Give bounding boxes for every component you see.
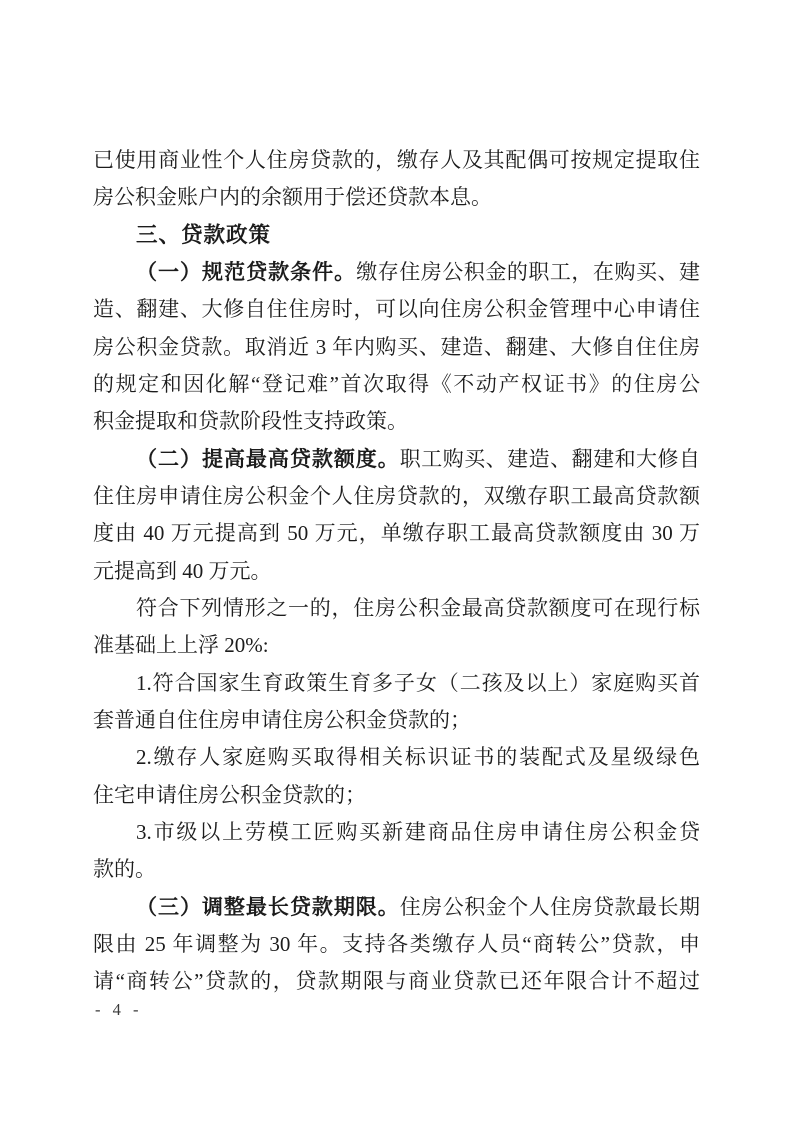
text-run: 请“商转公”贷款的，贷款期限与商业贷款已还年限合计不超过 xyxy=(93,969,700,994)
text-line xyxy=(93,329,700,366)
text-run: 款的。 xyxy=(93,857,156,882)
text-line xyxy=(93,963,700,1000)
text-run: 的规定和因化解“登记难”首次取得《不动产权证书》的住房公 xyxy=(93,371,700,396)
text-line xyxy=(93,179,700,216)
text-line xyxy=(93,403,700,440)
section-heading xyxy=(93,217,700,254)
text-line xyxy=(93,142,700,179)
text-run: 职工购买、建造、翻建和大修自 xyxy=(399,446,701,471)
text-run: 住宅申请住房公积金贷款的； xyxy=(93,782,366,807)
text-run: 准基础上上浮 20%: xyxy=(93,633,269,658)
text-line xyxy=(93,254,700,291)
text-run: 住房公积金个人住房贷款最长期 xyxy=(399,894,701,919)
text-line xyxy=(93,851,700,888)
text-line xyxy=(93,478,700,515)
text-line xyxy=(93,515,700,552)
text-line xyxy=(93,441,700,478)
text-line xyxy=(93,739,700,776)
text-run: 缴存住房公积金的职工，在购买、建 xyxy=(356,259,701,284)
text-run: 套普通自住住房申请住房公积金贷款的； xyxy=(93,707,471,732)
bold-run: 三、贷款政策 xyxy=(136,222,272,247)
text-line xyxy=(93,665,700,702)
bold-run: （一）规范贷款条件。 xyxy=(136,259,357,284)
text-run: 1.符合国家生育政策生育多子女（二孩及以上）家庭购买首 xyxy=(136,670,700,695)
text-run: 房公积金贷款。取消近 3 年内购买、建造、翻建、大修自住住房 xyxy=(93,334,700,359)
text-line xyxy=(93,366,700,403)
text-run: 限由 25 年调整为 30 年。支持各类缴存人员“商转公”贷款，申 xyxy=(93,931,700,956)
text-run: 符合下列情形之一的，住房公积金最高贷款额度可在现行标 xyxy=(136,595,700,620)
text-line xyxy=(93,814,700,851)
text-line xyxy=(93,553,700,590)
document-body xyxy=(93,142,700,1001)
text-line xyxy=(93,627,700,664)
text-line xyxy=(93,889,700,926)
text-run: 2.缴存人家庭购买取得相关标识证书的装配式及星级绿色 xyxy=(136,745,700,770)
text-line xyxy=(93,291,700,328)
text-run: 房公积金账户内的余额用于偿还贷款本息。 xyxy=(93,185,492,210)
page-number: - 4 - xyxy=(95,1000,143,1019)
bold-run: （三）调整最长贷款期限。 xyxy=(136,894,400,919)
text-run: 度由 40 万元提高到 50 万元，单缴存职工最高贷款额度由 30 万 xyxy=(93,521,700,546)
text-run: 3.市级以上劳模工匠购买新建商品住房申请住房公积金贷 xyxy=(136,819,700,844)
bold-run: （二）提高最高贷款额度。 xyxy=(136,446,400,471)
text-run: 住住房申请住房公积金个人住房贷款的，双缴存职工最高贷款额 xyxy=(93,483,700,508)
text-line xyxy=(93,590,700,627)
text-run: 元提高到 40 万元。 xyxy=(93,558,272,583)
text-line xyxy=(93,926,700,963)
text-run: 已使用商业性个人住房贷款的，缴存人及其配偶可按规定提取住 xyxy=(93,148,700,172)
text-run: 积金提取和贷款阶段性支持政策。 xyxy=(93,409,408,434)
text-run: 造、翻建、大修自住住房时，可以向住房公积金管理中心申请住 xyxy=(93,297,700,322)
text-line xyxy=(93,777,700,814)
text-line xyxy=(93,702,700,739)
